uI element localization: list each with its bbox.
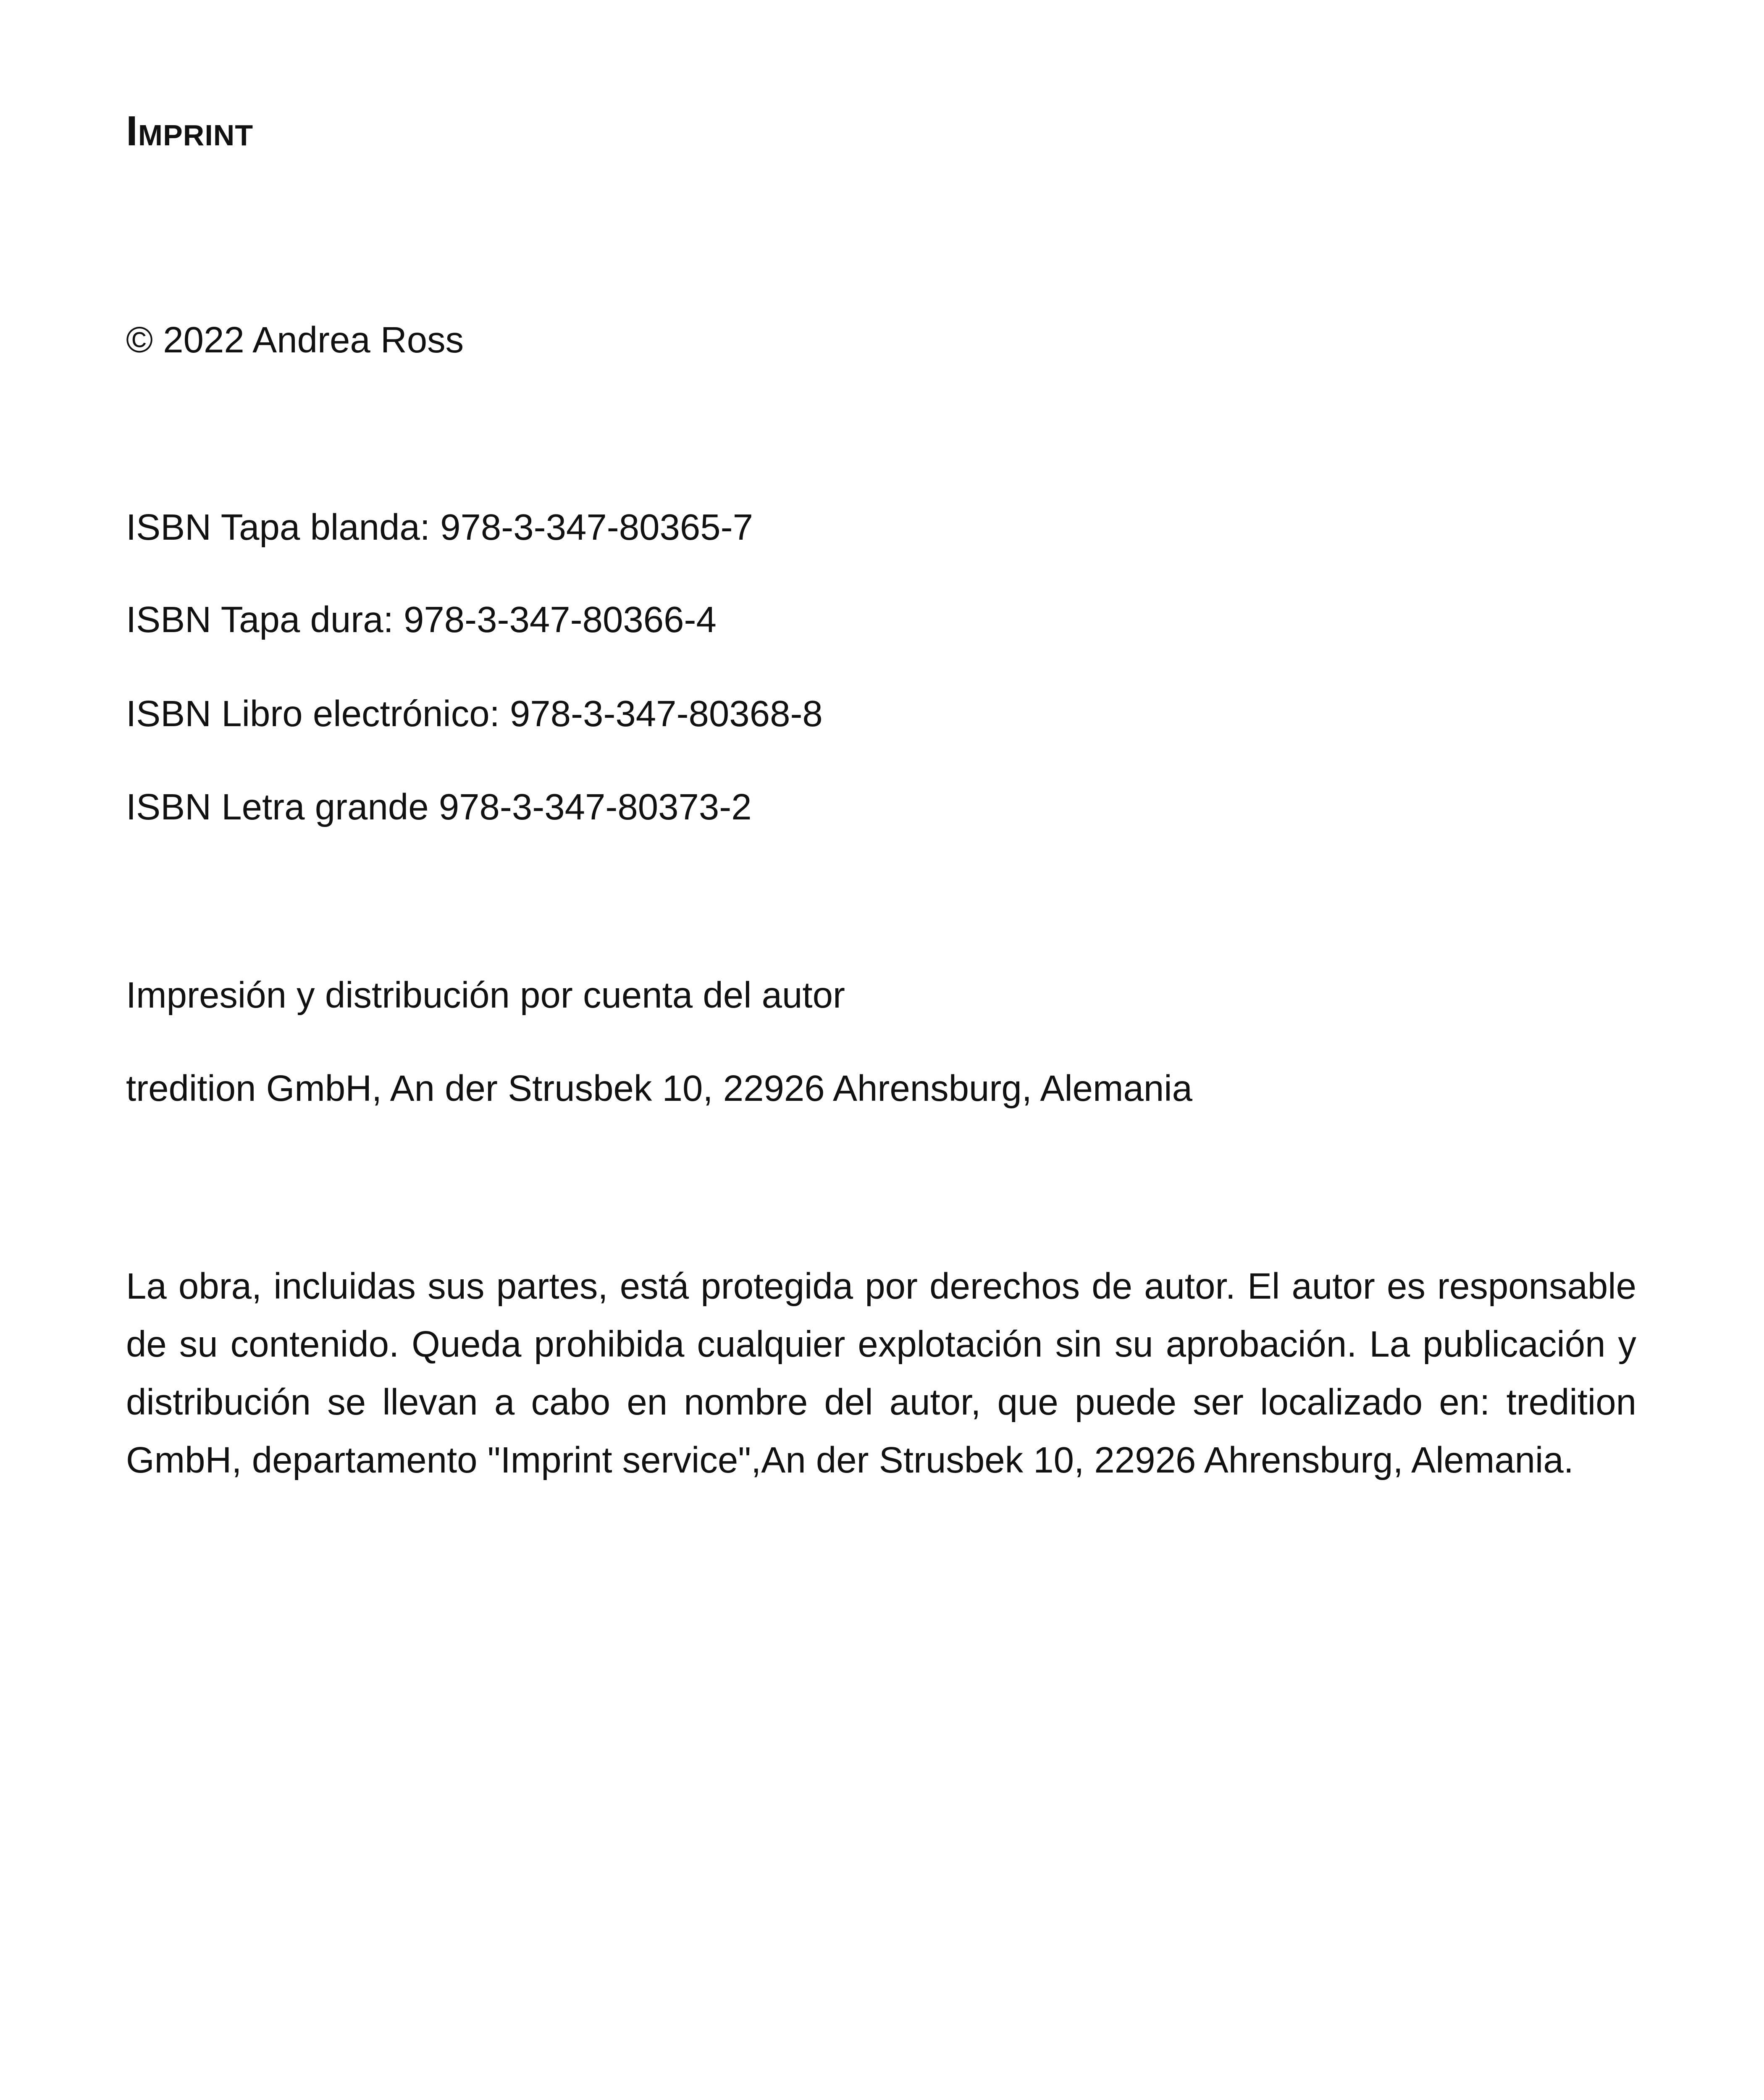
publisher-address: tredition GmbH, An der Strusbek 10, 22926 Ahrensburg, Alemania	[126, 1068, 1193, 1109]
isbn-hardcover: ISBN Tapa dura: 978-3-347-80366-4	[126, 599, 717, 640]
printing-note: Impresión y distribución por cuenta del autor	[126, 975, 845, 1016]
copyright-line: © 2022 Andrea Ross	[126, 320, 464, 360]
page-heading: Imprint	[126, 108, 254, 155]
isbn-large-print: ISBN Letra grande 978-3-347-80373-2	[126, 787, 752, 827]
isbn-ebook: ISBN Libro electrónico: 978-3-347-80368-8	[126, 693, 823, 734]
legal-notice: La obra, incluidas sus partes, está protegida por derechos de autor. El autor es responsable de su contenido. Queda prohibida cualquier explotación sin su aprobación. La publicación y distribución se llevan a cabo en nombre del autor, que puede ser localizado en: tredition GmbH, departamento "Imprint service",An der Strusbek 10, 22926 Ahrensburg, Alemania.	[126, 1266, 1636, 1480]
isbn-softcover: ISBN Tapa blanda: 978-3-347-80365-7	[126, 507, 753, 548]
